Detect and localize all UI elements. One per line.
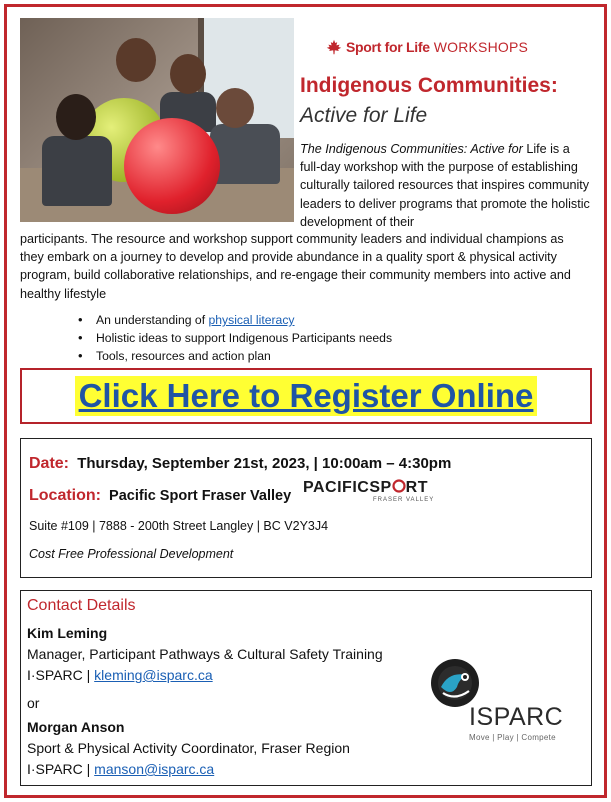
physical-literacy-link[interactable]: physical literacy	[208, 313, 295, 327]
event-date-row	[29, 455, 451, 473]
list-item: • Tools, resources and action plan	[78, 347, 392, 365]
isparc-emblem-icon	[429, 657, 481, 709]
contact-details	[20, 590, 592, 786]
event-address: Suite #109 | 7888 - 200th Street Langley | BC V2Y3J4	[29, 519, 329, 533]
contact-name-1: Kim Leming	[27, 625, 108, 641]
pacific-sport-logo: PACIFICSP RT FRASER VALLEY	[303, 479, 435, 503]
list-item: • An understanding of physical literacy	[78, 311, 392, 329]
intro-paragraph	[300, 140, 590, 231]
intro-continued: participants. The resource and workshop support community leaders and individual champions as they embark on a journey to develop and provide abundance in a quality sport & physical activity program, build collaborative relationships, and re-engage their community members into active and healthy lifestyle	[20, 232, 571, 301]
contact-org-2: I·SPARC | manson@isparc.ca	[27, 761, 215, 777]
brand-name: Sport for Life	[346, 39, 430, 55]
contact-role-2: Sport & Physical Activity Coordinator, Fraser Region	[27, 740, 350, 756]
register-online-link[interactable]: Click Here to Register Online	[75, 376, 538, 416]
isparc-tagline: Move | Play | Compete	[469, 733, 556, 742]
brand-suffix: WORKSHOPS	[433, 39, 529, 55]
contact-title: Contact Details	[27, 597, 136, 614]
isparc-wordmark: ISPARC	[469, 703, 564, 731]
sport-for-life-logo	[326, 38, 528, 56]
list-item: • Holistic ideas to support Indigenous Participants needs	[78, 329, 392, 347]
email-link-kleming[interactable]: kleming@isparc.ca	[94, 667, 213, 683]
isparc-logo	[429, 657, 579, 757]
page-subtitle: Active for Life	[300, 104, 428, 127]
register-banner	[20, 368, 592, 424]
date-value: Thursday, September 21st, 2023, | 10:00am – 4:30pm	[77, 455, 452, 472]
intro-text: Life is a full-day workshop with the purpose of establishing culturally tailored resources that inspires community leaders to deliver programs that promote the holistic development of their	[300, 142, 590, 229]
location-label: Location:	[29, 487, 101, 504]
date-label: Date:	[29, 455, 70, 472]
contact-role-1: Manager, Participant Pathways & Cultural Safety Training	[27, 646, 383, 662]
event-details	[20, 438, 592, 578]
page-title: Indigenous Communities:	[300, 74, 558, 97]
pacific-sport-sub: FRASER VALLEY	[373, 497, 435, 503]
contact-org-1: I·SPARC | kleming@isparc.ca	[27, 667, 213, 683]
maple-leaf-icon	[326, 39, 342, 55]
event-cost: Cost Free Professional Development	[29, 547, 234, 561]
pacific-sport-o-icon	[392, 479, 406, 493]
event-location-row	[29, 487, 291, 505]
location-value: Pacific Sport Fraser Valley	[109, 488, 292, 504]
red-exercise-ball	[124, 118, 220, 214]
intro-lead: The Indigenous Communities: Active for	[300, 142, 523, 156]
benefits-list	[78, 311, 392, 365]
contact-name-2: Morgan Anson	[27, 719, 125, 735]
contact-or: or	[27, 695, 40, 711]
email-link-manson[interactable]: manson@isparc.ca	[94, 761, 215, 777]
hero-photo	[20, 18, 294, 222]
